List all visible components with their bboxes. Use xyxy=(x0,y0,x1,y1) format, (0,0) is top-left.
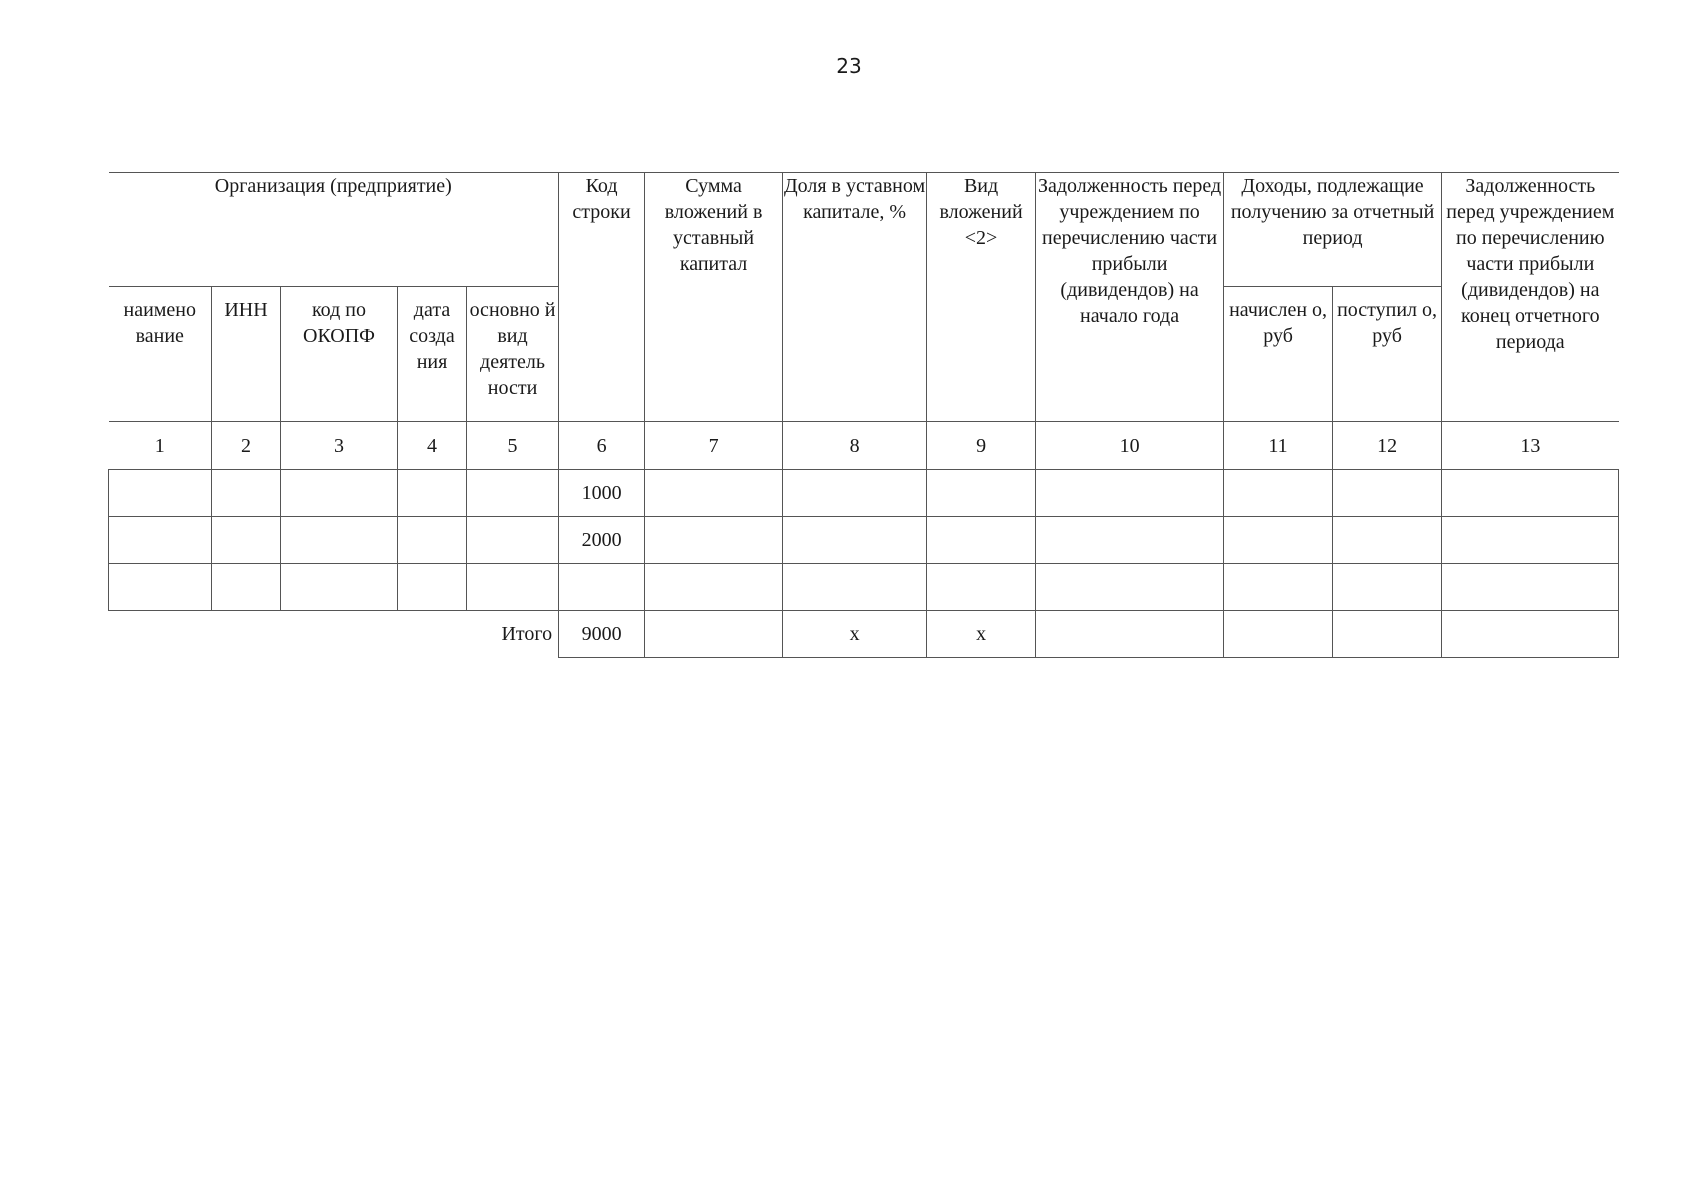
okopf-cell[interactable] xyxy=(281,564,398,611)
org-header: Организация (предприятие) xyxy=(109,173,559,287)
debt-start-header: Задолженность перед учреждением по перечислению части прибыли (дивидендов) на начало года xyxy=(1036,173,1224,422)
creation-date-cell[interactable] xyxy=(398,470,467,517)
table-row xyxy=(109,564,1619,611)
name-cell[interactable] xyxy=(109,470,212,517)
code-header: Код строки xyxy=(559,173,645,422)
column-number: 13 xyxy=(1442,422,1619,470)
total-debt-end-cell[interactable] xyxy=(1442,611,1619,658)
debt-end-cell[interactable] xyxy=(1442,564,1619,611)
table-row xyxy=(109,470,1619,517)
name-cell[interactable] xyxy=(109,564,212,611)
column-number: 2 xyxy=(212,422,281,470)
column-numbers-row xyxy=(109,422,1619,470)
received-cell[interactable] xyxy=(1333,517,1442,564)
debt-start-cell[interactable] xyxy=(1036,517,1224,564)
column-number: 8 xyxy=(783,422,927,470)
accrued-cell[interactable] xyxy=(1224,470,1333,517)
column-number: 3 xyxy=(281,422,398,470)
inn-cell[interactable] xyxy=(212,564,281,611)
main-activity-cell[interactable] xyxy=(467,470,559,517)
sum-cell[interactable] xyxy=(645,517,783,564)
share-cell[interactable] xyxy=(783,517,927,564)
column-number: 11 xyxy=(1224,422,1333,470)
type-header: Вид вложений <2> xyxy=(927,173,1036,422)
accrued-cell[interactable] xyxy=(1224,517,1333,564)
sum-cell[interactable] xyxy=(645,564,783,611)
total-accrued-cell[interactable] xyxy=(1224,611,1333,658)
debt-end-header: Задолженность перед учреждением по перечислению части прибыли (дивидендов) на конец отчетного периода xyxy=(1442,173,1619,422)
column-number: 9 xyxy=(927,422,1036,470)
creation-date-cell[interactable] xyxy=(398,517,467,564)
main-activity-cell[interactable] xyxy=(467,517,559,564)
total-received-cell[interactable] xyxy=(1333,611,1442,658)
column-number: 5 xyxy=(467,422,559,470)
inn-cell[interactable] xyxy=(212,470,281,517)
okopf-subheader: код по ОКОПФ xyxy=(281,287,398,422)
name-subheader: наимено вание xyxy=(109,287,212,422)
accrued-cell[interactable] xyxy=(1224,564,1333,611)
debt-end-cell[interactable] xyxy=(1442,470,1619,517)
column-number: 7 xyxy=(645,422,783,470)
main-activity-cell[interactable] xyxy=(467,564,559,611)
sum-header: Сумма вложений в уставный капитал xyxy=(645,173,783,422)
name-cell[interactable] xyxy=(109,517,212,564)
total-row xyxy=(109,611,1619,658)
type-cell[interactable] xyxy=(927,470,1036,517)
debt-end-cell[interactable] xyxy=(1442,517,1619,564)
okopf-cell[interactable] xyxy=(281,470,398,517)
share-header: Доля в уставном капитале, % xyxy=(783,173,927,422)
sum-cell[interactable] xyxy=(645,470,783,517)
share-cell[interactable] xyxy=(783,470,927,517)
row-code-cell: 1000 xyxy=(559,470,645,517)
column-number: 12 xyxy=(1333,422,1442,470)
received-cell[interactable] xyxy=(1333,470,1442,517)
column-number: 4 xyxy=(398,422,467,470)
total-label: Итого xyxy=(109,611,559,658)
received-cell[interactable] xyxy=(1333,564,1442,611)
inn-cell[interactable] xyxy=(212,517,281,564)
debt-start-cell[interactable] xyxy=(1036,470,1224,517)
total-type-cell: x xyxy=(927,611,1036,658)
debt-start-cell[interactable] xyxy=(1036,564,1224,611)
main-activity-subheader: основно й вид деятель ности xyxy=(467,287,559,422)
type-cell[interactable] xyxy=(927,517,1036,564)
total-debt-start-cell[interactable] xyxy=(1036,611,1224,658)
creation-date-cell[interactable] xyxy=(398,564,467,611)
investments-table xyxy=(108,172,1619,658)
page-number: 23 xyxy=(836,54,862,78)
table-row xyxy=(109,517,1619,564)
row-code-cell: 2000 xyxy=(559,517,645,564)
inn-subheader: ИНН xyxy=(212,287,281,422)
column-number: 6 xyxy=(559,422,645,470)
income-header: Доходы, подлежащие получению за отчетный период xyxy=(1224,173,1442,287)
type-cell[interactable] xyxy=(927,564,1036,611)
column-number: 1 xyxy=(109,422,212,470)
total-code-cell: 9000 xyxy=(559,611,645,658)
total-sum-cell[interactable] xyxy=(645,611,783,658)
received-subheader: поступил о, руб xyxy=(1333,287,1442,422)
accrued-subheader: начислен о, руб xyxy=(1224,287,1333,422)
creation-date-subheader: дата созда ния xyxy=(398,287,467,422)
okopf-cell[interactable] xyxy=(281,517,398,564)
share-cell[interactable] xyxy=(783,564,927,611)
row-code-cell xyxy=(559,564,645,611)
column-number: 10 xyxy=(1036,422,1224,470)
total-share-cell: x xyxy=(783,611,927,658)
